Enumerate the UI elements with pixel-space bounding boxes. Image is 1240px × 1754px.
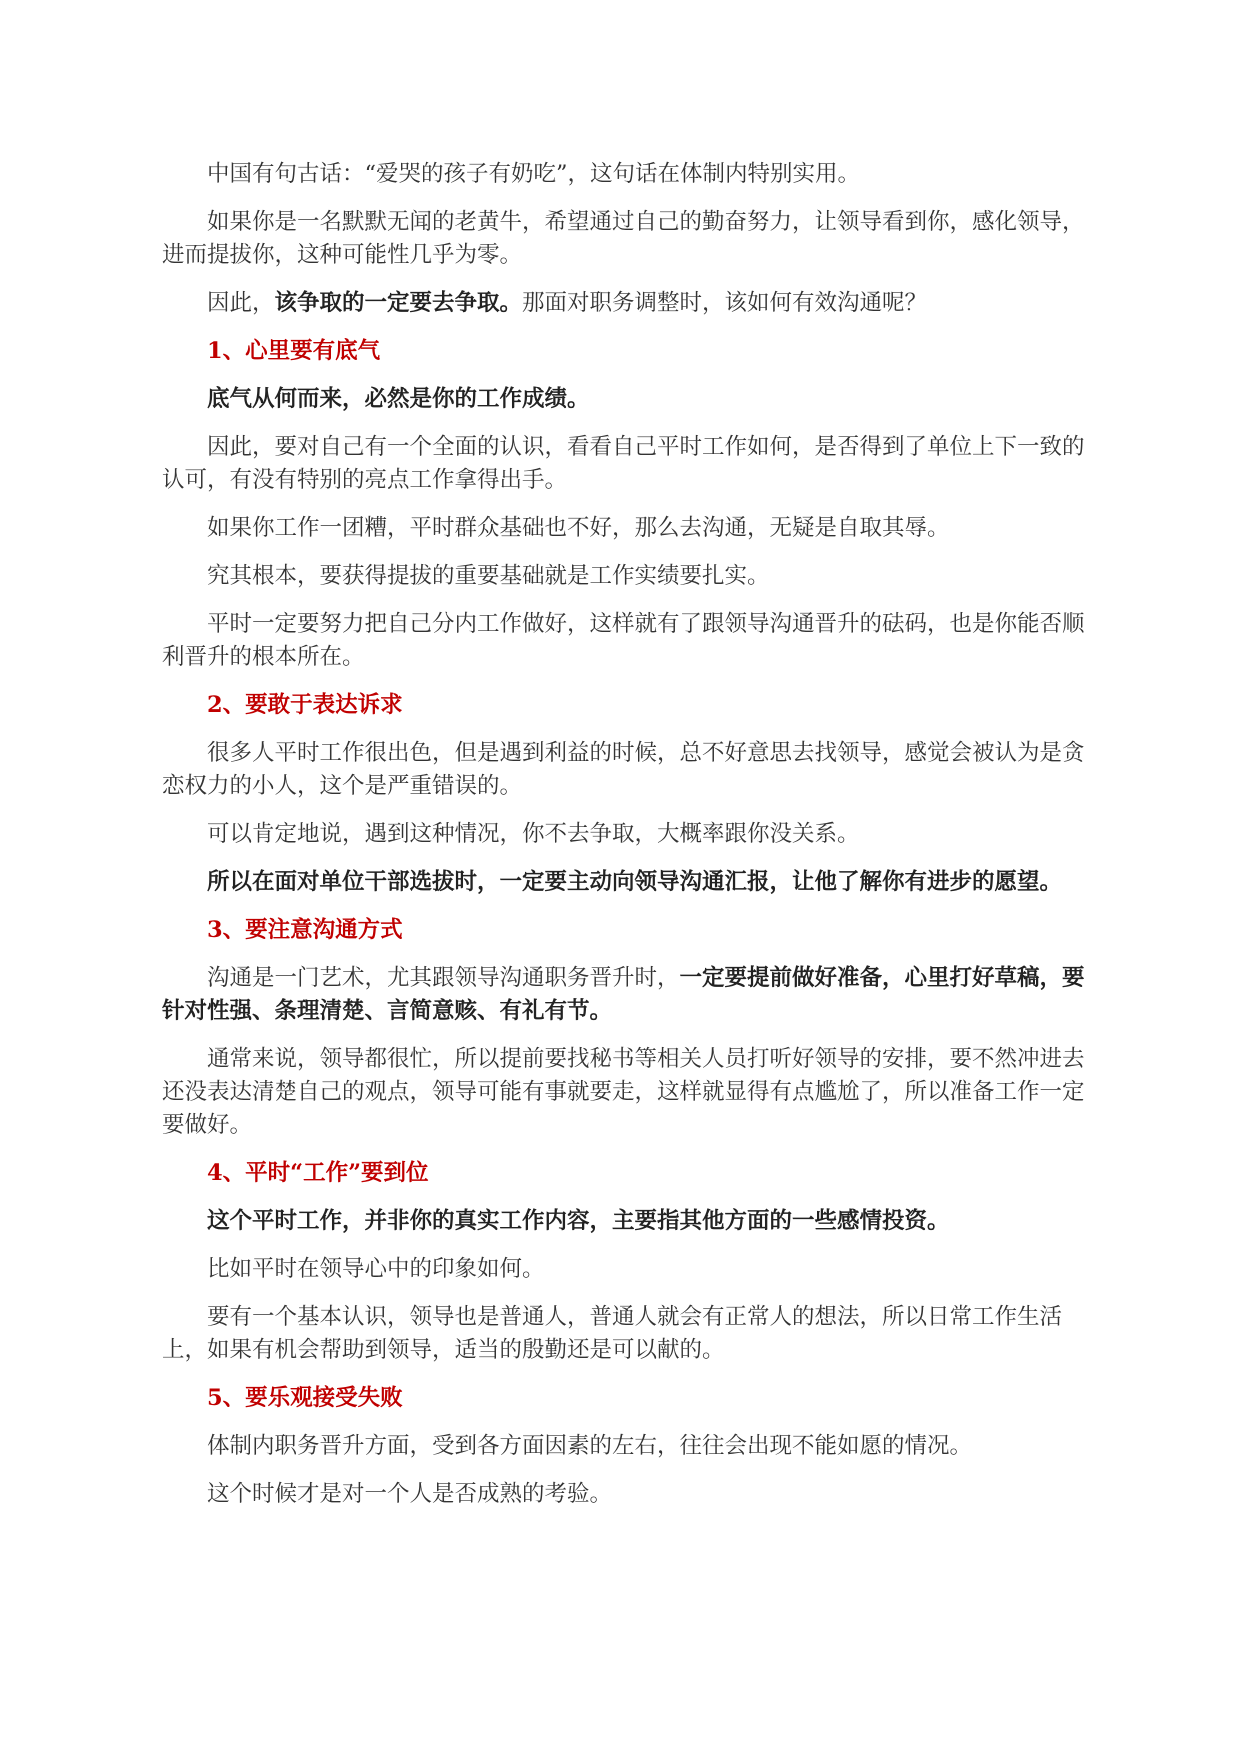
section-2-paragraph-1: 很多人平时工作很出色，但是遇到利益的时候，总不好意思去找领导，感觉会被认为是贪恋权力的小人，这个是严重错误的。 bbox=[162, 740, 1085, 799]
section-3-bold-text: 一定要提前做好准备，心里打好草稿，要针对性强、条理清楚、言简意赅、有礼有节。 bbox=[162, 965, 1085, 1024]
section-1-paragraph-4: 平时一定要努力把自己分内工作做好，这样就有了跟领导沟通晋升的砝码，也是你能否顺利晋升的根本所在。 bbox=[162, 611, 1085, 670]
section-3-text-pre: 沟通是一门艺术，尤其跟领导沟通职务晋升时， bbox=[207, 965, 680, 991]
intro-text-pre: 因此， bbox=[207, 290, 275, 316]
section-5-paragraph-1: 体制内职务晋升方面，受到各方面因素的左右，往往会出现不能如愿的情况。 bbox=[207, 1433, 973, 1459]
intro-bold-text: 该争取的一定要去争取。 bbox=[274, 290, 523, 316]
section-heading-4: 4、平时“工作”要到位 bbox=[207, 1160, 429, 1186]
section-3-paragraph-mixed bbox=[162, 962, 1090, 1028]
section-4-paragraph-2: 要有一个基本认识，领导也是普通人，普通人就会有正常人的想法，所以日常工作生活上，如果有机会帮助到领导，适当的殷勤还是可以献的。 bbox=[162, 1304, 1063, 1363]
section-5-paragraph-2: 这个时候才是对一个人是否成熟的考验。 bbox=[207, 1481, 613, 1507]
intro-paragraph-3 bbox=[162, 287, 1090, 320]
section-4-paragraph-1: 比如平时在领导心中的印象如何。 bbox=[207, 1256, 545, 1282]
intro-paragraph-2: 如果你是一名默默无闻的老黄牛，希望通过自己的勤奋努力，让领导看到你，感化领导，进而提拔你，这种可能性几乎为零。 bbox=[162, 209, 1085, 268]
section-2-closing-bold: 所以在面对单位干部选拔时，一定要主动向领导沟通汇报，让他了解你有进步的愿望。 bbox=[207, 869, 1063, 895]
section-1-lead-bold: 底气从何而来，必然是你的工作成绩。 bbox=[207, 386, 590, 412]
article-body bbox=[162, 158, 1090, 1526]
section-1-paragraph-2: 如果你工作一团糟，平时群众基础也不好，那么去沟通，无疑是自取其辱。 bbox=[207, 515, 950, 541]
intro-text-post: 那面对职务调整时，该如何有效沟通呢？ bbox=[522, 290, 928, 316]
section-heading-3: 3、要注意沟通方式 bbox=[207, 917, 403, 943]
section-2-paragraph-2: 可以肯定地说，遇到这种情况，你不去争取，大概率跟你没关系。 bbox=[207, 821, 860, 847]
intro-paragraph-1: 中国有句古话：“爱哭的孩子有奶吃”，这句话在体制内特别实用。 bbox=[207, 161, 861, 187]
section-heading-2: 2、要敢于表达诉求 bbox=[207, 692, 403, 718]
section-1-paragraph-1: 因此，要对自己有一个全面的认识，看看自己平时工作如何，是否得到了单位上下一致的认可，有没有特别的亮点工作拿得出手。 bbox=[162, 434, 1085, 493]
section-1-paragraph-3: 究其根本，要获得提拔的重要基础就是工作实绩要扎实。 bbox=[207, 563, 770, 589]
section-3-paragraph-2: 通常来说，领导都很忙，所以提前要找秘书等相关人员打听好领导的安排，要不然冲进去还没表达清楚自己的观点，领导可能有事就要走，这样就显得有点尴尬了，所以准备工作一定要做好。 bbox=[162, 1046, 1085, 1138]
section-4-lead-bold: 这个平时工作，并非你的真实工作内容，主要指其他方面的一些感情投资。 bbox=[207, 1208, 950, 1234]
section-heading-5: 5、要乐观接受失败 bbox=[207, 1385, 403, 1411]
section-heading-1: 1、心里要有底气 bbox=[207, 338, 381, 364]
